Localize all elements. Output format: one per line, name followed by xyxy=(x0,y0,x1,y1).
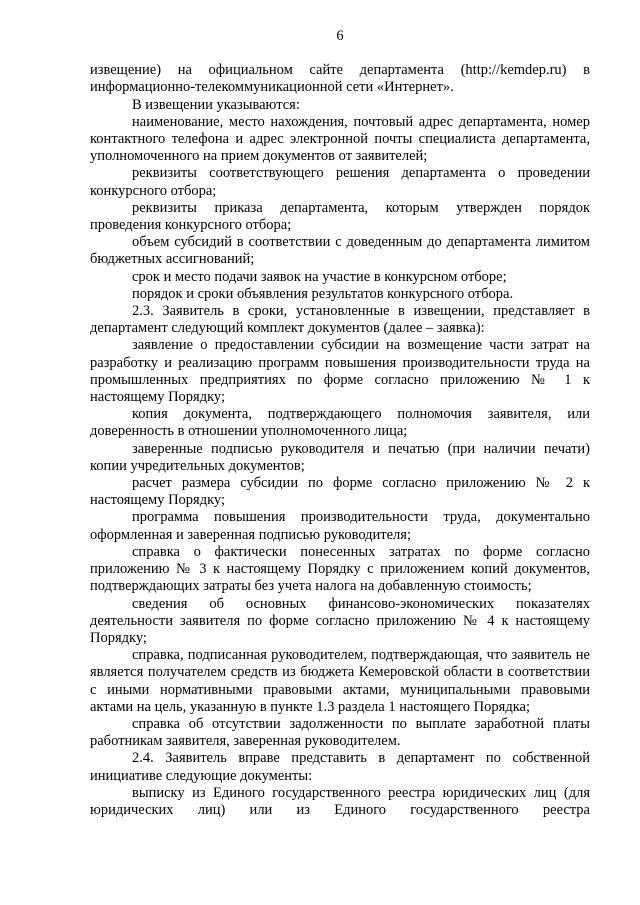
paragraph: порядок и сроки объявления результатов конкурсного отбора. xyxy=(132,285,514,302)
paragraph: заявление о предоставлении субсидии на возмещение части затрат на разработку и реализацию программ повышения производительности труда на промышленных предприятиях по форме согласно приложению № 1 к настоящему Порядку; xyxy=(90,337,590,406)
paragraph: сведения об основных финансово-экономических показателях деятельности заявителя по форме согласно приложению № 4 к настоящему Порядку; xyxy=(90,595,590,646)
paragraph: справка о фактически понесенных затратах по форме согласно приложению № 3 к настоящему Порядку с приложением копий документов, подтверждающих затраты без учета налога на добавленную стоимость; xyxy=(90,543,590,595)
paragraph: срок и место подачи заявок на участие в конкурсном отборе; xyxy=(132,268,507,285)
paragraph: 2.3. Заявитель в сроки, установленные в извещении, представляет в департамент следующий комплект документов (далее – заявка): xyxy=(90,303,590,337)
paragraph: 2.4. Заявитель вправе представить в департамент по собственной инициативе следующие документы: xyxy=(90,750,590,784)
paragraph: выписку из Единого государственного реестра юридических лиц (для юридических лиц) или из Единого государственного реестра xyxy=(90,784,590,818)
paragraph: программа повышения производительности труда, документально оформленная и заверенная подписью руководителя; xyxy=(90,509,590,543)
page-number: 6 xyxy=(336,28,344,44)
paragraph: наименование, место нахождения, почтовый адрес департамента, номер контактного телефона и адрес электронной почты специалиста департамента, уполномоченного на прием документов от заявителей; xyxy=(90,113,590,165)
paragraph: извещение) на официальном сайте департамента (http://kemdep.ru) в информационно-телекоммуникационной сети «Интернет». xyxy=(90,62,590,96)
paragraph: В извещении указываются: xyxy=(132,96,300,113)
paragraph: объем субсидий в соответствии с доведенным до департамента лимитом бюджетных ассигнований; xyxy=(90,234,590,268)
paragraph: заверенные подписью руководителя и печатью (при наличии печати) копии учредительных документов; xyxy=(90,440,590,474)
paragraph: справка об отсутствии задолженности по выплате заработной платы работникам заявителя, заверенная руководителем. xyxy=(90,715,590,750)
paragraph: расчет размера субсидии по форме согласно приложению № 2 к настоящему Порядку; xyxy=(90,475,590,509)
paragraph: копия документа, подтверждающего полномочия заявителя, или доверенность в отношении уполномоченного лица; xyxy=(90,406,590,440)
paragraph: справка, подписанная руководителем, подтверждающая, что заявитель не является получателем средств из бюджета Кемеровской области в соответствии с иными нормативными правовыми актами, муниципальными правовыми актами на цель, указанную в пункте 1.3 раздела 1 настоящего Порядка; xyxy=(90,647,590,715)
paragraph: реквизиты приказа департамента, которым утвержден порядок проведения конкурсного отбора; xyxy=(90,199,590,234)
document-body xyxy=(90,62,590,819)
paragraph: реквизиты соответствующего решения департамента о проведении конкурсного отбора; xyxy=(90,165,590,199)
